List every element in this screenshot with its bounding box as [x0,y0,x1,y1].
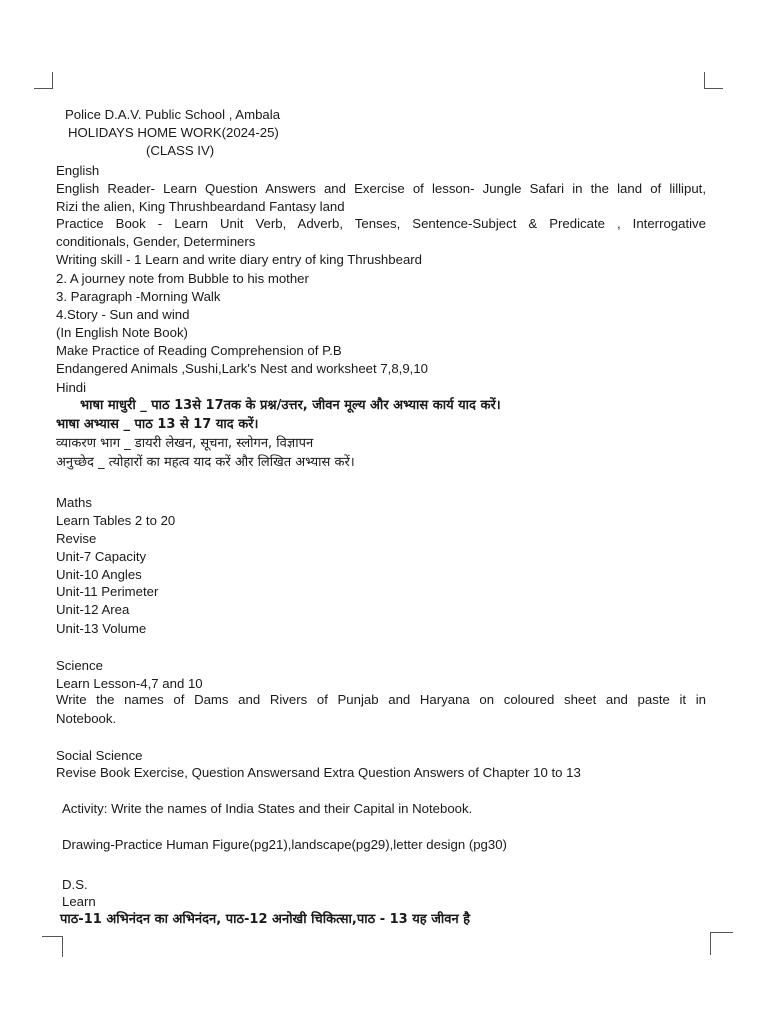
social-science-heading: Social Science [56,748,143,763]
english-practice-line-1: Practice Book - Learn Unit Verb, Adverb, Tenses, Sentence-Subject & Predicate , Interrogative [56,216,706,231]
hindi-heading: Hindi [56,380,87,395]
writing-skill-3: 3. Paragraph -Morning Walk [56,289,221,304]
english-heading: English [56,163,100,178]
school-name: Police D.A.V. Public School , Ambala [65,107,281,122]
science-heading: Science [56,658,103,673]
ds-lessons: पाठ-11 अभिनंदन का अभिनंदन, पाठ-12 अनोखी चिकित्सा,पाठ - 13 यह जीवन है [60,912,471,927]
hindi-line-1: भाषा माधुरी _ पाठ 13से 17तक के प्रश्न/उत्तर, जीवन मूल्य और अभ्यास कार्य याद करें। [80,398,501,413]
science-write-line-2: Notebook. [56,711,117,726]
science-learn: Learn Lesson-4,7 and 10 [56,676,203,691]
maths-item: Revise [56,531,97,546]
maths-item: Learn Tables 2 to 20 [56,513,176,528]
crop-mark-top-left [34,72,53,89]
english-reader-line-1: English Reader- Learn Question Answers and Exercise of lesson- Jungle Safari in the land of lilliput, [56,181,706,196]
writing-skill-1: Writing skill - 1 Learn and write diary entry of king Thrushbeard [56,252,422,267]
hindi-line-4: अनुच्छेद _ त्योहारों का महत्व याद करें और लिखित अभ्यास करें। [56,455,355,470]
ds-heading: D.S. [62,877,88,892]
maths-item: Unit-7 Capacity [56,549,147,564]
english-reader-line-2: Rizi the alien, King Thrushbeardand Fantasy land [56,199,345,214]
english-note: (In English Note Book) [56,325,188,340]
writing-skill-4: 4.Story - Sun and wind [56,307,190,322]
maths-item: Unit-12 Area [56,602,130,617]
endangered-animals: Endangered Animals ,Sushi,Lark's Nest and worksheet 7,8,9,10 [56,361,428,376]
document-title: HOLIDAYS HOME WORK(2024-25) [68,125,279,140]
maths-item: Unit-10 Angles [56,567,142,582]
crop-mark-bottom-left [42,936,63,957]
crop-mark-top-right [704,72,723,89]
activity-line: Activity: Write the names of India States and their Capital in Notebook. [62,801,473,816]
maths-item: Unit-13 Volume [56,621,147,636]
hindi-line-2: भाषा अभ्यास _ पाठ 13 से 17 याद करें। [56,417,259,432]
crop-mark-bottom-right [710,932,733,955]
drawing-line: Drawing-Practice Human Figure(pg21),landscape(pg29),letter design (pg30) [62,837,507,852]
english-practice-line-2: conditionals, Gender, Determiners [56,234,256,249]
ds-learn: Learn [62,894,96,909]
social-science-revise: Revise Book Exercise, Question Answersand Extra Question Answers of Chapter 10 to 13 [56,765,581,780]
class-label: (CLASS IV) [146,143,215,158]
maths-heading: Maths [56,495,92,510]
maths-item: Unit-11 Perimeter [56,584,159,599]
reading-comprehension: Make Practice of Reading Comprehension of P.B [56,343,342,358]
writing-skill-2: 2. A journey note from Bubble to his mother [56,271,309,286]
science-write-line-1: Write the names of Dams and Rivers of Punjab and Haryana on coloured sheet and paste it in [56,692,706,707]
hindi-line-3: व्याकरण भाग _ डायरी लेखन, सूचना, स्लोगन, विज्ञापन [56,436,314,451]
